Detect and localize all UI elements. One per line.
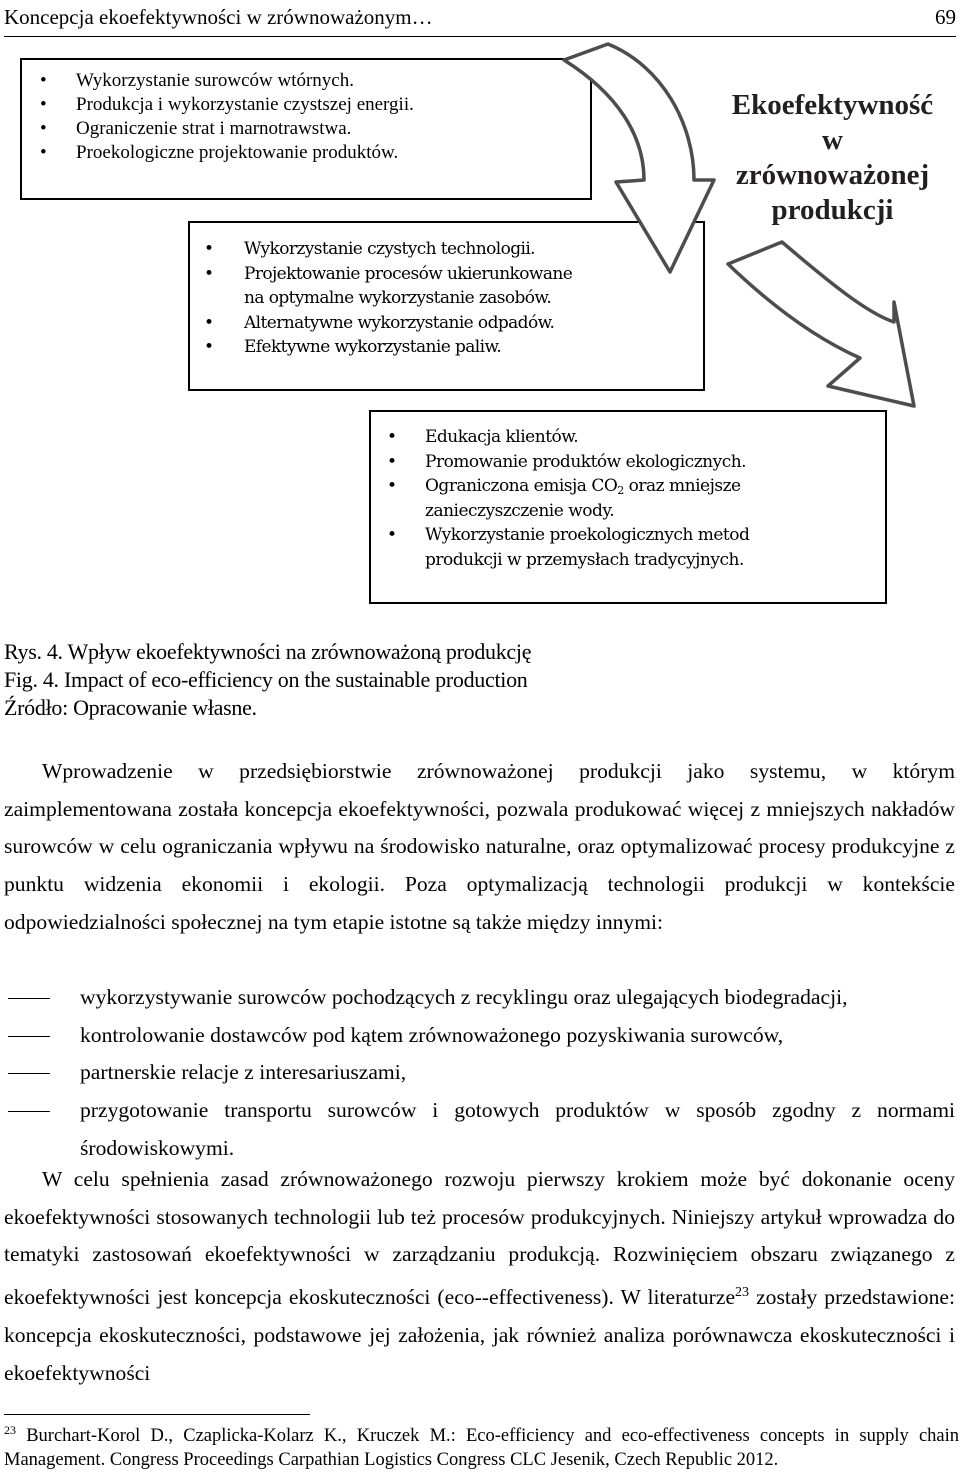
- list-item: • Promowanie produktów ekologicznych.: [425, 450, 885, 475]
- body-paragraph-2: [4, 1161, 955, 1392]
- diagram-title-line: Ekoefektywność: [731, 89, 934, 121]
- list-item: • Ograniczenie strat i marnotrawstwa.: [76, 117, 590, 141]
- list-item: • Proekologiczne projektowanie produktów.: [76, 141, 590, 165]
- caption-pl: Rys. 4. Wpływ ekoefektywności na zrównoważoną produkcję: [4, 639, 532, 664]
- body-paragraph-1: [4, 753, 955, 942]
- footnote-ref[interactable]: 23: [735, 1285, 750, 1301]
- co2-text: Ograniczona emisja CO: [425, 476, 618, 496]
- list-item-line: oraz mniejsze: [623, 476, 741, 496]
- dash-list-item: partnerskie relacje z interesariuszami,: [4, 1054, 955, 1092]
- list-item: [425, 523, 885, 572]
- dash-list: [4, 979, 955, 1168]
- diagram-title-line: produkcji: [771, 194, 894, 226]
- list-item-line: na optymalne wykorzystanie zasobów.: [244, 288, 552, 308]
- paragraph-text-part: W celu spełnienia zasad zrównoważonego rozwoju pierwszy krokiem może być dokonanie oceny ekoefektywności stosowanych technologii lub też procesów produkcyjnych. Niniejszy artykuł wprowadza do tematyki zastosowań ekoefektywności w zarządzaniu produkcją. Rozwinięciem obszaru związanego z ekoefektywności jest koncepcja ekoskuteczności (eco--effectiveness). W literaturze: [4, 1167, 955, 1310]
- dash-list-item: kontrolowanie dostawców pod kątem zrównoważonego pozyskiwania surowców,: [4, 1017, 955, 1055]
- paragraph-text-part: zostały przedstawione: koncepcja ekoskuteczności, podstawowe jej założenia, jak również analiza porównawcza ekoskuteczności i ekoefektywności: [4, 1285, 955, 1385]
- figure-caption: [4, 638, 531, 722]
- list-item: • Alternatywne wykorzystanie odpadów.: [244, 311, 703, 336]
- list-item-line: zanieczyszczenie wody.: [425, 500, 615, 521]
- caption-en: Fig. 4. Impact of eco-efficiency on the sustainable production: [4, 667, 528, 692]
- list-item-line: produkcji w przemysłach tradycyjnych.: [425, 549, 744, 570]
- curved-arrow-lower-icon: [720, 236, 920, 416]
- list-item: • Wykorzystanie czystych technologii.: [244, 237, 703, 262]
- figure-box-products: [369, 410, 887, 604]
- diagram-title: [715, 88, 950, 228]
- list-item: [425, 474, 885, 523]
- curved-arrow-upper-icon: [560, 40, 720, 280]
- list-item: • Efektywne wykorzystanie paliw.: [244, 335, 703, 360]
- footnote-text: Burchart-Korol D., Czaplicka-Kolarz K., Kruczek M.: Eco-efficiency and eco-effectiveness concepts in supply chain Management. Congress Proceedings Carpathian Logistics Congress CLC Jesenik, Czech Republic 2012.: [4, 1426, 960, 1471]
- dash-list-item: przygotowanie transportu surowców i gotowych produktów w sposób zgodny z normami środowiskowymi.: [4, 1092, 955, 1167]
- footnote: [4, 1418, 959, 1472]
- paragraph-text: Wprowadzenie w przedsiębiorstwie zrównoważonej produkcji jako systemu, w którym zaimplementowana została koncepcja ekoefektywności, pozwala produkować więcej z mniejszych nakładów surowców w celu ograniczania wpływu na środowisko naturalne, oraz optymalizować procesy produkcyjne z punktu widzenia ekonomii i ekologii. Poza optymalizacją technologii produkcji w kontekście odpowiedzialności społecznej na tym etapie istotne są także między innymi:: [4, 759, 955, 934]
- running-header: [4, 2, 956, 37]
- list-item-line: Projektowanie procesów ukierunkowane: [244, 263, 573, 284]
- diagram-title-line: zrównoważonej: [735, 159, 930, 191]
- diagram-title-line: w: [822, 124, 843, 156]
- footnote-number: 23: [4, 1423, 16, 1437]
- header-title: Koncepcja ekoefektywności w zrównoważonym…: [4, 5, 433, 29]
- co2-subscript: 2: [617, 484, 624, 497]
- list-item: • Edukacja klientów.: [425, 425, 885, 450]
- page-number: 69: [935, 5, 956, 29]
- figure-box-resources: [20, 58, 592, 200]
- paragraph-text: [4, 1161, 955, 1392]
- list-item-line: Wykorzystanie proekologicznych metod: [425, 525, 750, 545]
- footnote-divider: [4, 1414, 310, 1415]
- caption-source: Źródło: Opracowanie własne.: [4, 695, 257, 720]
- list-item: • Produkcja i wykorzystanie czystszej energii.: [76, 93, 590, 117]
- dash-list-item: wykorzystywanie surowców pochodzących z recyklingu oraz ulegających biodegradacji,: [4, 979, 955, 1017]
- list-item: • Wykorzystanie surowców wtórnych.: [76, 69, 590, 93]
